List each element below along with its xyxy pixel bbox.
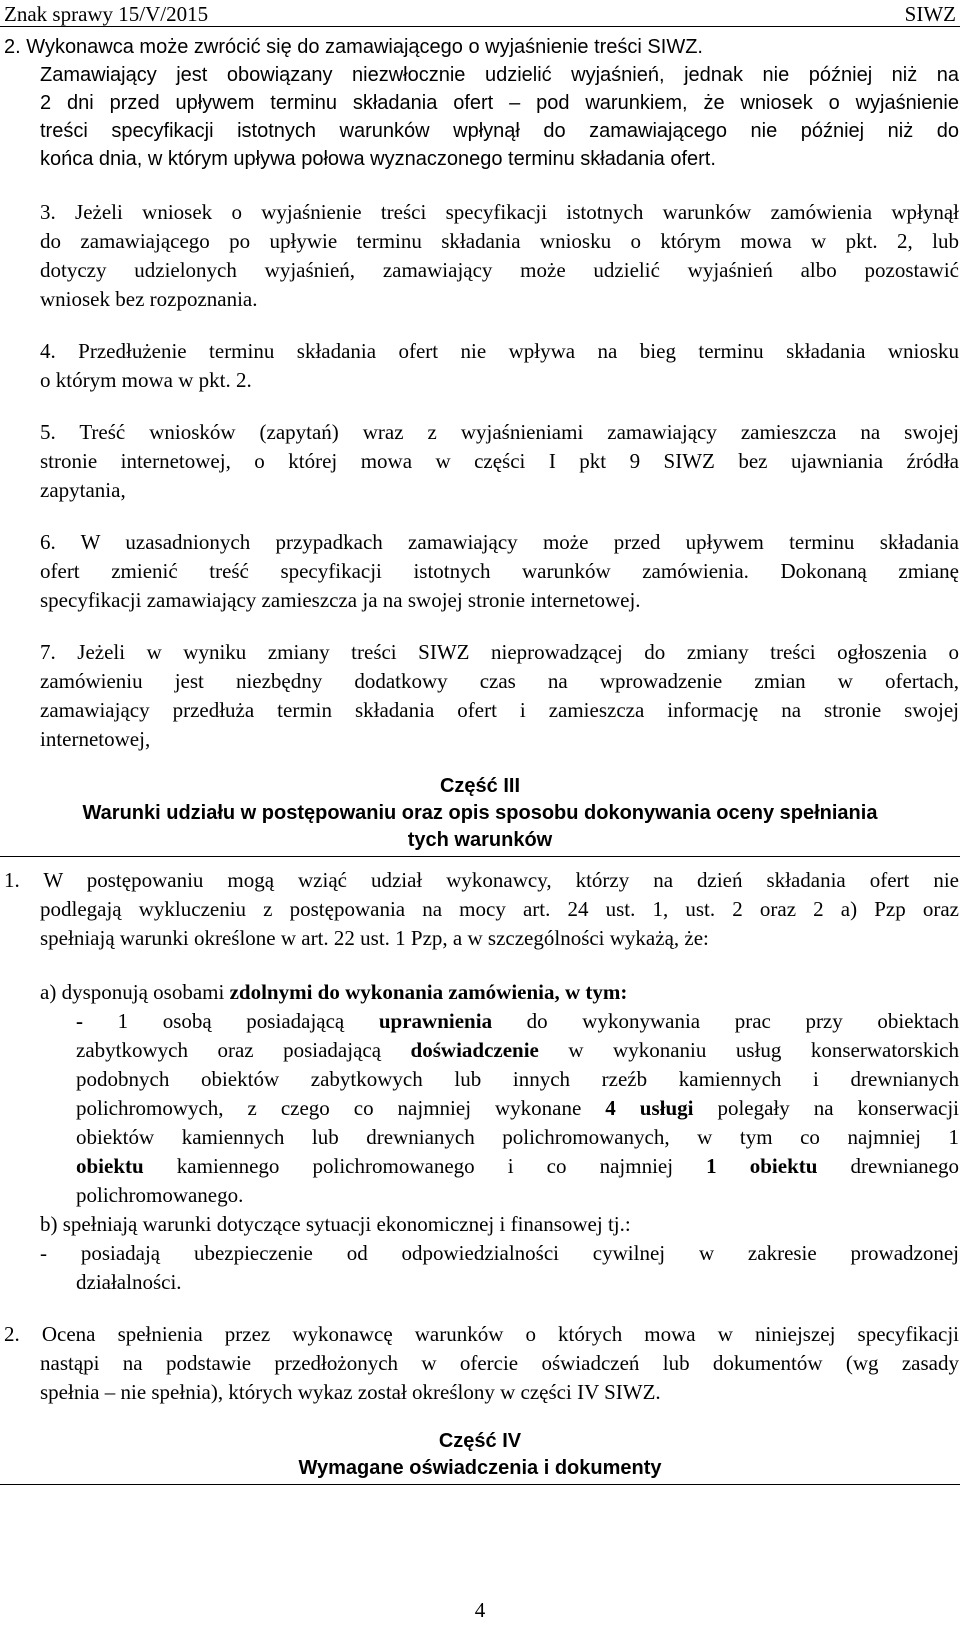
p3-a-lead — [40, 980, 627, 1005]
p3-a-line2 — [76, 1038, 959, 1063]
p3-item2-line3: spełnia – nie spełnia), których wykaz został określony w części IV SIWZ. — [40, 1380, 661, 1404]
document-type: SIWZ — [904, 2, 956, 26]
part4-heading: Część IV — [438, 1430, 522, 1452]
p3-item1-line2: podlegają wykluczeniu z postępowania na mocy art. 24 ust. 1, ust. 2 oraz 2 a) Pzp oraz — [40, 897, 959, 921]
p3-a-l2-c: w wykonaniu usług konserwatorskich — [538, 1038, 959, 1062]
p3-item2-line2: nastąpi na podstawie przedłożonych w ofercie oświadczeń lub dokumentów (wg zasady — [40, 1351, 959, 1375]
p3-a-l1-c: do wykonywania prac przy obiektach — [492, 1009, 959, 1033]
p3-a-l4-b: 4 usługi — [605, 1096, 694, 1120]
p3-a-line6 — [76, 1154, 959, 1179]
p3-b-line1: b) spełniają warunki dotyczące sytuacji ekonomicznej i finansowej tj.: — [40, 1212, 631, 1236]
item3-line2: do zamawiającego po upływie terminu składania wniosku o którym mowa w pkt. 2, lub — [40, 229, 959, 253]
p3-a-l4-c: polegały na konserwacji — [693, 1096, 960, 1120]
p3-a-line1 — [76, 1009, 959, 1034]
p3-a-line3: podobnych obiektów zabytkowych lub innych rzeźb kamiennych i drewnianych — [76, 1067, 959, 1091]
p3-a-l2-a: zabytkowych oraz posiadającą — [76, 1038, 411, 1062]
p3-a-l1-a: 1 osobą posiadającą — [83, 1009, 379, 1033]
part4-title: Wymagane oświadczenia i dokumenty — [298, 1457, 662, 1479]
item6-line2: ofert zmienić treść specyfikacji istotnych warunków zamówienia. Dokonaną zmianę — [40, 559, 959, 583]
item7-line4: internetowej, — [40, 727, 151, 751]
p3-a-lead-text: a) dysponują osobami — [40, 980, 230, 1004]
p3-b-line3: działalności. — [76, 1270, 182, 1294]
item2-line1: 2. Wykonawca może zwrócić się do zamawiającego o wyjaśnienie treści SIWZ. — [4, 36, 703, 58]
p3-a-l4-a: polichromowych, z czego co najmniej wykonane — [76, 1096, 606, 1120]
item6-line1: 6. W uzasadnionych przypadkach zamawiający może przed upływem terminu składania — [40, 530, 959, 554]
case-number: Znak sprawy 15/V/2015 — [4, 2, 209, 26]
p3-a-line5: obiektów kamiennych lub drewnianych polichromowanych, w tym co najmniej 1 — [76, 1125, 959, 1149]
item7-line3: zamawiający przedłuża termin składania ofert i zamieszcza informację na stronie swojej — [40, 698, 959, 722]
item3-line3: dotyczy udzielonych wyjaśnień, zamawiający może udzielić wyjaśnień albo pozostawić — [40, 258, 959, 282]
p3-a-l6-a: obiektu — [76, 1154, 144, 1178]
item2-line5: końca dnia, w którym upływa połowa wyznaczonego terminu składania ofert. — [40, 148, 716, 170]
item5-line3: zapytania, — [40, 478, 126, 502]
item6-line3: specyfikacji zamawiający zamieszcza ja na swojej stronie internetowej. — [40, 588, 641, 612]
part4-rule — [0, 1484, 960, 1485]
p3-a-l1-b: uprawnienia — [378, 1009, 493, 1033]
p3-a-dash: - — [76, 1009, 83, 1033]
part3-heading: Część III — [439, 775, 521, 797]
item2-line4: treści specyfikacji istotnych warunków wpłynął do zamawiającego nie później niż do — [40, 120, 959, 142]
page-number: 4 — [474, 1598, 486, 1622]
part3-title-line2: tych warunków — [407, 829, 553, 851]
p3-b-line2: - posiadają ubezpieczenie od odpowiedzialności cywilnej w zakresie prowadzonej — [40, 1241, 959, 1265]
p3-a-line7: polichromowanego. — [76, 1183, 244, 1207]
item4-line2: o którym mowa w pkt. 2. — [40, 368, 252, 392]
item4-line1: 4. Przedłużenie terminu składania ofert nie wpływa na bieg terminu składania wniosku — [40, 339, 959, 363]
p3-a-lead-bold: zdolnymi do wykonania zamówienia, w tym: — [229, 980, 628, 1004]
p3-a-l2-b: doświadczenie — [410, 1038, 539, 1062]
item5-line1: 5. Treść wniosków (zapytań) wraz z wyjaśnieniami zamawiający zamieszcza na swojej — [40, 420, 959, 444]
part3-rule — [0, 856, 960, 857]
item3-line1: 3. Jeżeli wniosek o wyjaśnienie treści specyfikacji istotnych warunków zamówienia wpłynął — [40, 200, 959, 224]
part3-title-line1: Warunki udziału w postępowaniu oraz opis sposobu dokonywania oceny spełniania — [82, 802, 878, 824]
header-rule — [0, 26, 960, 27]
p3-item1-line1: 1. W postępowaniu mogą wziąć udział wykonawcy, którzy na dzień składania ofert nie — [4, 868, 959, 892]
p3-item2-line1: 2. Ocena spełnienia przez wykonawcę warunków o których mowa w niniejszej specyfikacji — [4, 1322, 959, 1346]
item3-line4: wniosek bez rozpoznania. — [40, 287, 258, 311]
p3-item1-line3: spełniają warunki określone w art. 22 ust. 1 Pzp, a w szczególności wykażą, że: — [40, 926, 709, 950]
p3-a-l6-c: 1 obiektu — [706, 1154, 818, 1178]
item5-line2: stronie internetowej, o której mowa w części I pkt 9 SIWZ bez ujawniania źródła — [40, 449, 959, 473]
p3-a-l6-b: kamiennego polichromowanego i co najmniej — [143, 1154, 707, 1178]
item2-line3: 2 dni przed upływem terminu składania ofert – pod warunkiem, że wniosek o wyjaśnienie — [40, 92, 959, 114]
p3-a-line4 — [76, 1096, 959, 1121]
item7-line1: 7. Jeżeli w wyniku zmiany treści SIWZ nieprowadzącej do zmiany treści ogłoszenia o — [40, 640, 959, 664]
item2-line2: Zamawiający jest obowiązany niezwłocznie udzielić wyjaśnień, jednak nie później niż na — [40, 64, 959, 86]
p3-a-l6-d: drewnianego — [817, 1154, 960, 1178]
item7-line2: zamówieniu jest niezbędny dodatkowy czas na wprowadzenie zmian w ofertach, — [40, 669, 959, 693]
